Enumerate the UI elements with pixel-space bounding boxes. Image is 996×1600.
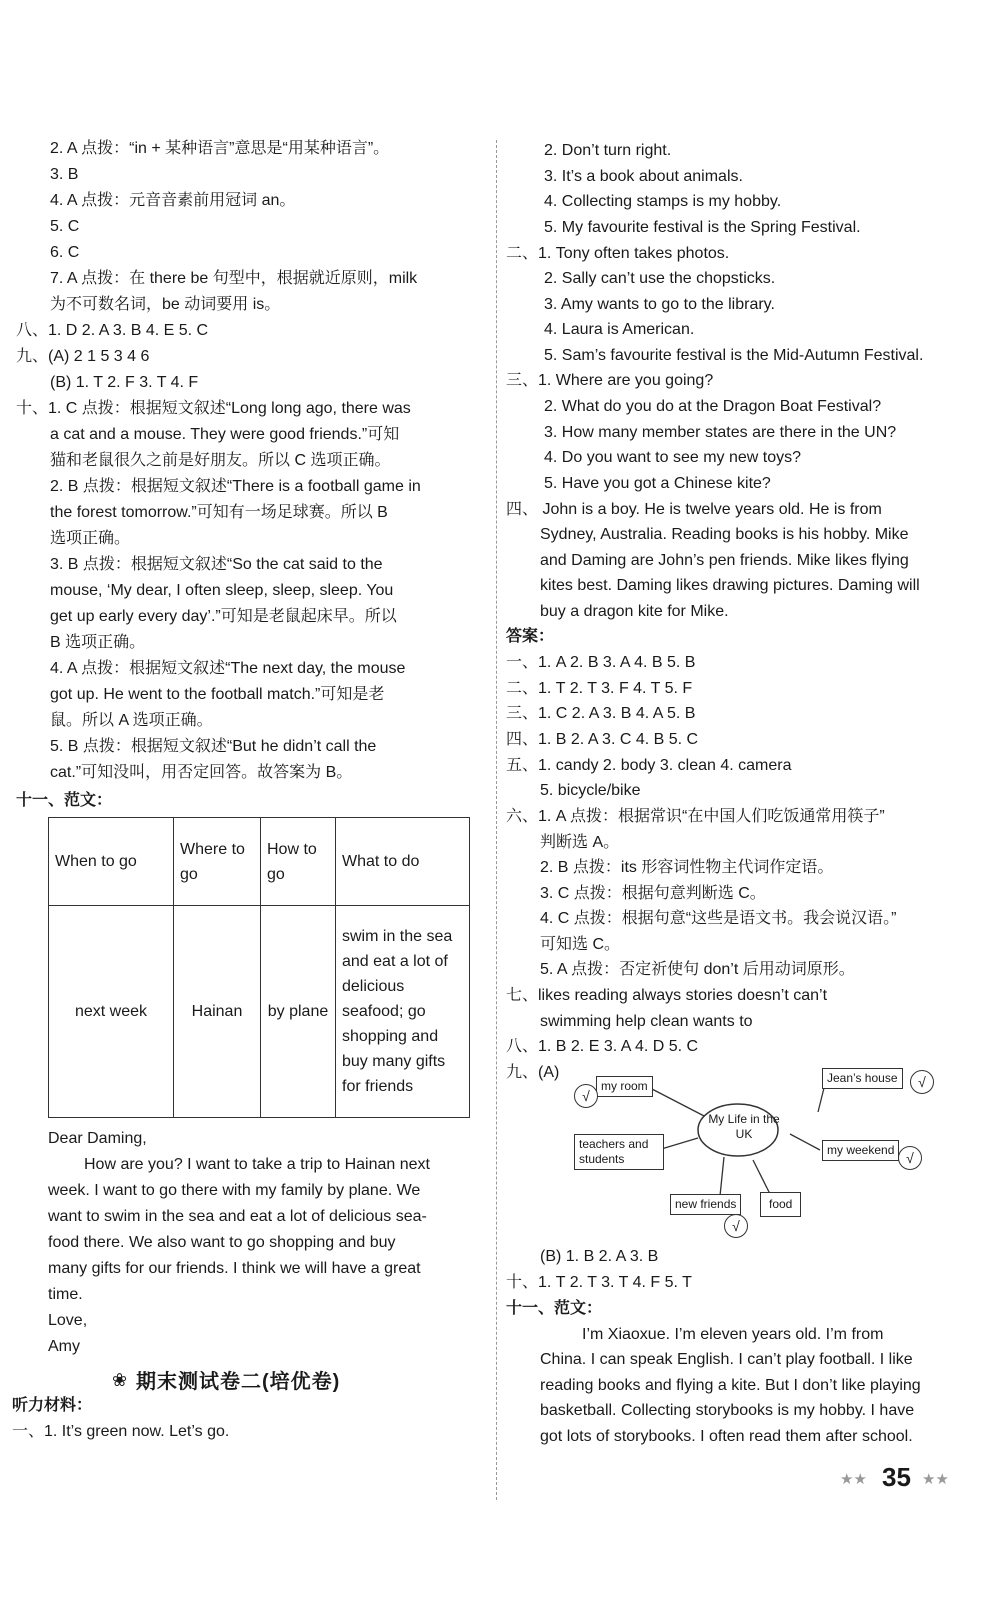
mind-map-node: my room	[596, 1076, 653, 1097]
listening-line: buy a dragon kite for Mike.	[540, 603, 729, 620]
letter-line: many gifts for our friends. I think we will have a great	[48, 1260, 421, 1277]
listening-line: Sydney, Australia. Reading books is his hobby. Mike	[540, 526, 909, 543]
section-line: 七、likes reading always stories doesn’t can’t	[506, 987, 828, 1004]
table-header: What to do	[336, 818, 470, 906]
tick-icon: √	[574, 1084, 598, 1108]
section-line: 三、1. C 2. A 3. B 4. A 5. B	[506, 705, 696, 722]
answer-line: 3. C 点拨：根据句意判断选 C。	[540, 885, 766, 902]
mind-map-node: my weekend	[822, 1140, 899, 1161]
letter-line: want to swim in the sea and eat a lot of delicious sea-	[48, 1208, 427, 1225]
listening-line: 一、1. It’s green now. Let’s go.	[12, 1423, 230, 1440]
listening-line: and Daming are John’s pen friends. Mike likes flying	[540, 552, 909, 569]
answer-line: got up. He went to the football match.”可知是老	[50, 686, 385, 703]
answer-line: 猫和老鼠很久之前是好朋友。所以 C 选项正确。	[50, 452, 391, 469]
mind-map-node: new friends	[670, 1194, 741, 1215]
table-cell: swim in the sea and eat a lot of delicious seafood; go shopping and buy many gifts for friends	[336, 906, 470, 1118]
listening-label: 听力材料：	[12, 1397, 93, 1414]
listening-line: 2. Don’t turn right.	[544, 142, 672, 159]
section-line: 九、(A)	[506, 1064, 560, 1081]
answer-line: get up early every day’.”可知是老鼠起床早。所以	[50, 608, 397, 625]
star-icon: ★★	[922, 1471, 949, 1488]
answer-line: 选项正确。	[50, 530, 131, 547]
tick-icon: √	[910, 1070, 934, 1094]
column-divider	[496, 140, 497, 1500]
answer-line: 4. A 点拨：根据短文叙述“The next day, the mouse	[50, 660, 406, 677]
section-line: 二、1. T 2. T 3. F 4. T 5. F	[506, 680, 693, 697]
letter-line: Amy	[48, 1338, 80, 1355]
listening-line: 四、 John is a boy. He is twelve years old. He is from	[506, 501, 882, 518]
listening-line: 5. Have you got a Chinese kite?	[544, 475, 771, 492]
section-line: 六、1. A 点拨：根据常识“在中国人们吃饭通常用筷子”	[506, 808, 885, 825]
listening-line: 2. What do you do at the Dragon Boat Festival?	[544, 398, 882, 415]
answer-line: 4. C 点拨：根据句意“这些是语文书。我会说汉语。”	[540, 910, 897, 927]
section-line: 八、1. B 2. E 3. A 4. D 5. C	[506, 1038, 699, 1055]
listening-line: 4. Collecting stamps is my hobby.	[544, 193, 782, 210]
answer-line: (B) 1. B 2. A 3. B	[540, 1248, 659, 1265]
section-line: 十、1. C 点拨：根据短文叙述“Long long ago, there was	[16, 400, 411, 417]
answer-line: a cat and a mouse. They were good friends.”可知	[50, 426, 400, 443]
essay-line: got lots of storybooks. I often read them after school.	[540, 1428, 913, 1445]
listening-line: 二、1. Tony often takes photos.	[506, 245, 730, 262]
table-header: How to go	[261, 818, 336, 906]
essay-line: I’m Xiaoxue. I’m eleven years old. I’m from	[582, 1326, 884, 1343]
listening-line: 5. Sam’s favourite festival is the Mid-Autumn Festival.	[544, 347, 924, 364]
table-header: Where to go	[174, 818, 261, 906]
answer-line: cat.”可知没叫，用否定回答。故答案为 B。	[50, 764, 353, 781]
answer-line: 5. B 点拨：根据短文叙述“But he didn’t call the	[50, 738, 377, 755]
answer-line: 7. A 点拨：在 there be 句型中，根据就近原则，milk	[50, 270, 418, 287]
answer-line: 3. B	[50, 166, 79, 183]
answer-line: (B) 1. T 2. F 3. T 4. F	[50, 374, 199, 391]
letter-line: time.	[48, 1286, 83, 1303]
page-number: 35	[882, 1462, 911, 1492]
listening-line: 4. Do you want to see my new toys?	[544, 449, 802, 466]
answer-line: 2. B 点拨：根据短文叙述“There is a football game in	[50, 478, 421, 495]
listening-line: 3. It’s a book about animals.	[544, 168, 743, 185]
answer-line: mouse, ‘My dear, I often sleep, sleep, sleep. You	[50, 582, 394, 599]
listening-line: 2. Sally can’t use the chopsticks.	[544, 270, 776, 287]
listening-line: 三、1. Where are you going?	[506, 372, 714, 389]
answer-line: swimming help clean wants to	[540, 1013, 753, 1030]
table-cell: Hainan	[174, 906, 261, 1118]
mind-map-node: teachers and students	[574, 1134, 664, 1170]
answer-line: 5. A 点拨：否定祈使句 don’t 后用动词原形。	[540, 961, 855, 978]
section-heading: 十一、范文：	[506, 1300, 603, 1317]
paw-icon: ❀	[112, 1370, 128, 1390]
tick-icon: √	[898, 1146, 922, 1170]
essay-line: basketball. Collecting storybooks is my hobby. I have	[540, 1402, 915, 1419]
mind-map	[570, 1058, 950, 1248]
section-line: 九、(A) 2 1 5 3 4 6	[16, 348, 150, 365]
star-icon: ★★	[840, 1471, 867, 1488]
section-line: 四、1. B 2. A 3. C 4. B 5. C	[506, 731, 699, 748]
answer-line: 2. A 点拨：“in + 某种语言”意思是“用某种语言”。	[50, 140, 390, 157]
answer-line: 2. B 点拨：its 形容词性物主代词作定语。	[540, 859, 834, 876]
section-heading: 十一、范文：	[16, 792, 113, 809]
table-cell: next week	[49, 906, 174, 1118]
letter-line: Love,	[48, 1312, 88, 1329]
answer-line: 可知选 C。	[540, 936, 621, 953]
answer-line: 鼠。所以 A 选项正确。	[50, 712, 213, 729]
trip-plan-table	[48, 817, 470, 1118]
answer-line: 5. bicycle/bike	[540, 782, 641, 799]
listening-line: 5. My favourite festival is the Spring Festival.	[544, 219, 861, 236]
section-line: 五、1. candy 2. body 3. clean 4. camera	[506, 757, 792, 774]
mind-map-node: Jean’s house	[822, 1068, 903, 1089]
table-header: When to go	[49, 818, 174, 906]
letter-line: How are you? I want to take a trip to Hainan next	[84, 1156, 430, 1173]
answer-line: the forest tomorrow.”可知有一场足球赛。所以 B	[50, 504, 388, 521]
mind-map-center: My Life in the UK	[708, 1112, 780, 1141]
section-line: 十、1. T 2. T 3. T 4. F 5. T	[506, 1274, 692, 1291]
section-line: 一、1. A 2. B 3. A 4. B 5. B	[506, 654, 696, 671]
essay-line: China. I can speak English. I can’t play football. I like	[540, 1351, 913, 1368]
tick-icon: √	[724, 1214, 748, 1238]
mind-map-node: food	[760, 1192, 801, 1217]
letter-line: food there. We also want to go shopping and buy	[48, 1234, 396, 1251]
letter-line: week. I want to go there with my family by plane. We	[48, 1182, 421, 1199]
answer-line: B 选项正确。	[50, 634, 146, 651]
listening-line: kites best. Daming likes drawing pictures. Daming will	[540, 577, 920, 594]
letter-line: Dear Daming,	[48, 1130, 147, 1147]
listening-line: 3. Amy wants to go to the library.	[544, 296, 775, 313]
answer-line: 6. C	[50, 244, 80, 261]
section-line: 八、1. D 2. A 3. B 4. E 5. C	[16, 322, 209, 339]
answers-label: 答案：	[506, 628, 555, 645]
listening-line: 4. Laura is American.	[544, 321, 695, 338]
answer-line: 3. B 点拨：根据短文叙述“So the cat said to the	[50, 556, 383, 573]
answer-line: 为不可数名词，be 动词要用 is。	[50, 296, 281, 313]
answer-line: 判断选 A。	[540, 834, 620, 851]
answer-line: 5. C	[50, 218, 80, 235]
essay-line: reading books and flying a kite. But I don’t like playing	[540, 1377, 921, 1394]
listening-line: 3. How many member states are there in the UN?	[544, 424, 897, 441]
table-cell: by plane	[261, 906, 336, 1118]
section-title: 期末测试卷二(培优卷)	[136, 1371, 341, 1393]
answer-line: 4. A 点拨：元音音素前用冠词 an。	[50, 192, 296, 209]
